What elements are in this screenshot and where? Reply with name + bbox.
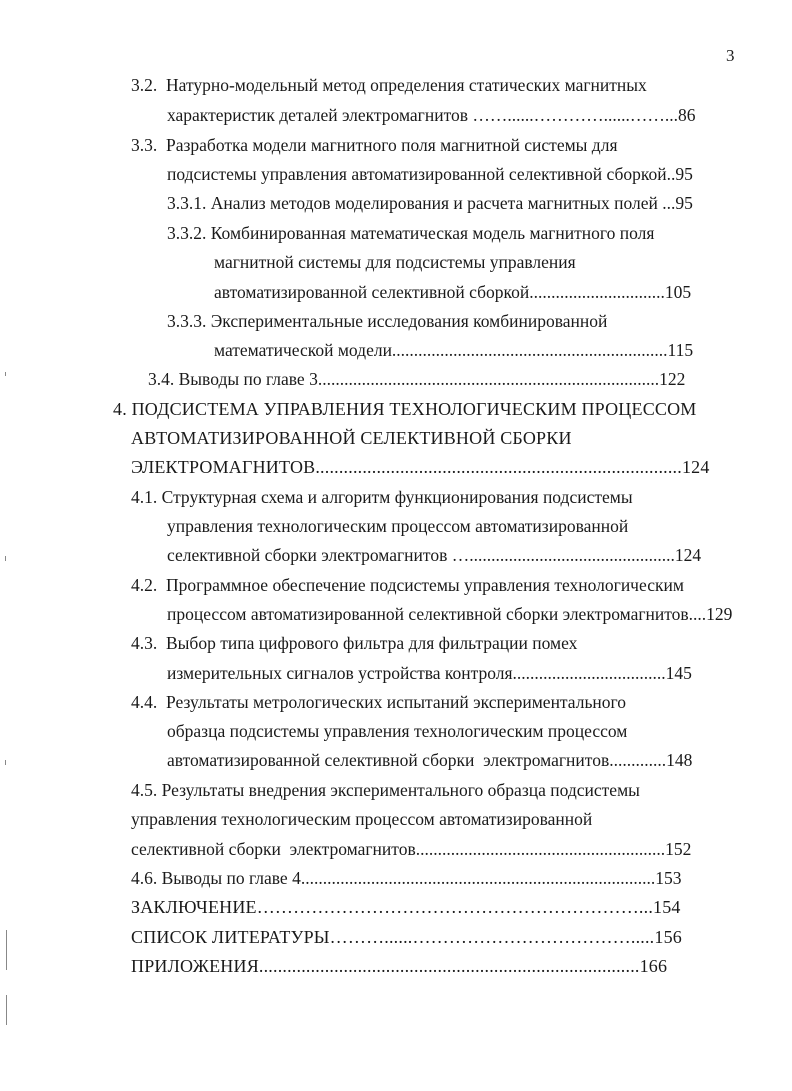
scan-artifact [5,760,6,765]
toc-entry-4-5-line-3: селективной сборки электромагнитов.........................................................152 [131,839,692,859]
toc-entry-4-5-line-2: управления технологическим процессом автоматизированной [131,809,593,829]
toc-entry-4-1-line-2: управления технологическим процессом автоматизированной [167,516,629,536]
toc-entry-3-2-line-1: 3.2. Натурно-модельный метод определения статических магнитных [131,75,647,95]
toc-entry-4-2-line-1: 4.2. Программное обеспечение подсистемы управления технологическим [131,575,684,595]
toc-entry-chapter-4-line-3: ЭЛЕКТРОМАГНИТОВ..............................................................................124 [131,457,710,477]
toc-entry-4-3-line-1: 4.3. Выбор типа цифрового фильтра для фильтрации помех [131,633,578,653]
toc-entry-4-2-line-2: процессом автоматизированной селективной сборки электромагнитов....129 [167,604,733,624]
toc-entry-3-3-2-line-1: 3.3.2. Комбинированная математическая модель магнитного поля [167,223,655,243]
toc-entry-chapter-4-line-1: 4. ПОДСИСТЕМА УПРАВЛЕНИЯ ТЕХНОЛОГИЧЕСКИМ ПРОЦЕССОМ [113,399,697,419]
scan-artifact [6,995,7,1025]
toc-entry-3-3-3-line-2: математической модели...............................................................115 [214,340,694,360]
toc-entry-chapter-4-line-2: АВТОМАТИЗИРОВАННОЙ СЕЛЕКТИВНОЙ СБОРКИ [131,428,572,448]
toc-entry-4-5-line-1: 4.5. Результаты внедрения экспериментального образца подсистемы [131,780,640,800]
scan-artifact [5,372,6,376]
toc-entry-4-1-line-3: селективной сборки электромагнитов …...............................................124 [167,545,702,565]
toc-entry-3-4: 3.4. Выводы по главе 3..............................................................................122 [148,369,686,389]
toc-entry-3-3-line-2: подсистемы управления автоматизированной селективной сборкой..95 [167,164,693,184]
scan-artifact [5,556,6,561]
toc-entry-4-1-line-1: 4.1. Структурная схема и алгоритм функционирования подсистемы [131,487,633,507]
toc-entry-conclusion: ЗАКЛЮЧЕНИЕ………………………………………………………...154 [131,897,681,917]
toc-entry-4-4-line-3: автоматизированной селективной сборки электромагнитов.............148 [167,750,693,770]
toc-entry-4-4-line-1: 4.4. Результаты метрологических испытаний экспериментального [131,692,627,712]
toc-entry-3-3-2-line-3: автоматизированной селективной сборкой...............................105 [214,282,692,302]
toc-entry-3-3-1: 3.3.1. Анализ методов моделирования и расчета магнитных полей ...95 [167,193,693,213]
page-number: 3 [726,46,735,65]
toc-entry-references: СПИСОК ЛИТЕРАТУРЫ………......……………………………….....156 [131,927,682,947]
toc-entry-3-3-3-line-1: 3.3.3. Экспериментальные исследования комбинированной [167,311,608,331]
toc-entry-4-4-line-2: образца подсистемы управления технологическим процессом [167,721,628,741]
toc-entry-appendices: ПРИЛОЖЕНИЯ.................................................................................166 [131,956,668,976]
toc-entry-3-3-line-1: 3.3. Разработка модели магнитного поля магнитной системы для [131,135,618,155]
toc-entry-3-2-line-2: характеристик деталей электромагнитов ……......…………......……...86 [167,105,696,125]
toc-entry-3-3-2-line-2: магнитной системы для подсистемы управления [214,252,576,272]
toc-entry-4-6: 4.6. Выводы по главе 4.................................................................................153 [131,868,682,888]
scan-artifact [6,930,7,970]
toc-entry-4-3-line-2: измерительных сигналов устройства контроля...................................145 [167,663,692,683]
